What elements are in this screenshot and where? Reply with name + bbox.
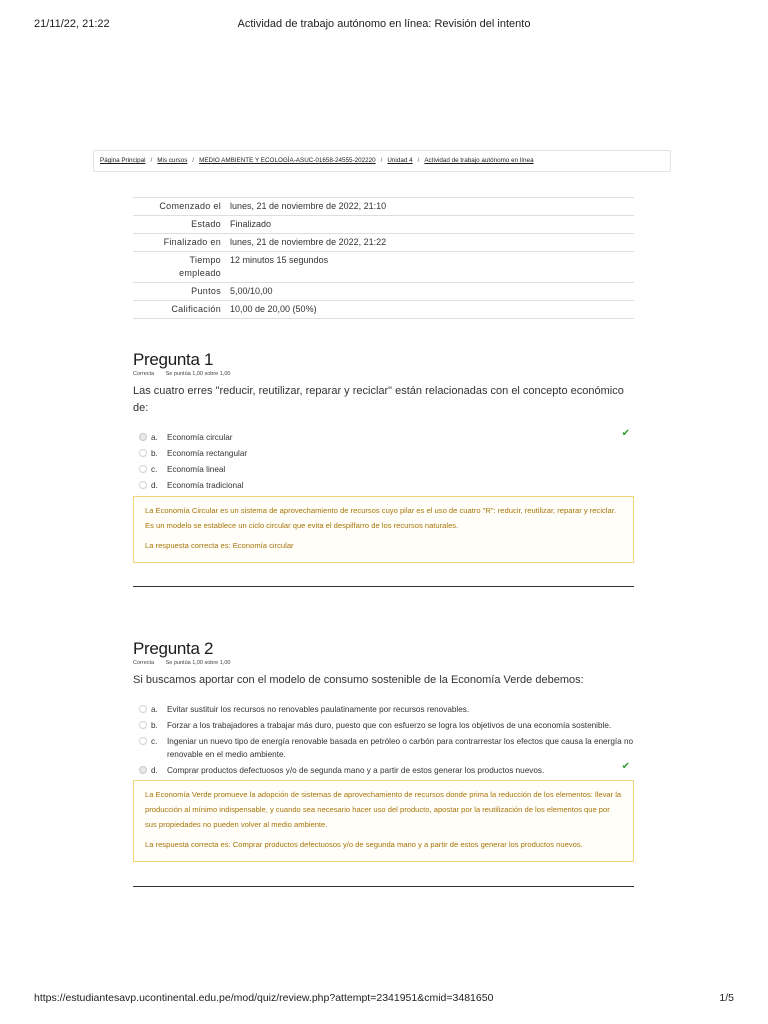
breadcrumb-activity[interactable]: Actividad de trabajo autónomo en línea	[424, 157, 534, 164]
answer-letter: a.	[151, 705, 158, 714]
answer-option-b[interactable]	[133, 447, 634, 460]
answer-text: Comprar productos defectuosos y/o de segunda mano y a partir de estos generar los productos nuevos.	[167, 766, 545, 775]
correct-answer-text: La respuesta correcta es: Comprar productos defectuosos y/o de segunda mano y a partir de estos generar los productos nuevos.	[145, 840, 583, 849]
answer-text: Economía circular	[167, 433, 233, 442]
summary-value: lunes, 21 de noviembre de 2022, 21:10	[226, 198, 634, 216]
answer-option-c[interactable]	[133, 735, 634, 761]
question-1	[133, 350, 634, 587]
print-date: 21/11/22, 21:22	[34, 18, 110, 30]
summary-value: Finalizado	[226, 216, 634, 234]
question-meta	[133, 660, 634, 666]
question-text: Las cuatro erres "reducir, reutilizar, reparar y reciclar" están relacionadas con el concepto económico de:	[133, 385, 624, 414]
answer-radio[interactable]	[139, 449, 147, 457]
answer-radio[interactable]	[139, 721, 147, 729]
breadcrumb-separator: /	[380, 157, 383, 164]
attempt-summary-table	[133, 197, 634, 319]
feedback-box	[133, 780, 634, 862]
summary-row	[133, 301, 634, 319]
question-meta	[133, 371, 634, 377]
answer-list	[133, 428, 634, 492]
answer-option-b[interactable]	[133, 719, 634, 732]
summary-label: Puntos	[133, 283, 226, 301]
check-icon: ✔	[621, 428, 630, 439]
question-score: Se puntúa 1,00 sobre 1,00	[165, 371, 231, 377]
answer-letter: b.	[151, 449, 158, 458]
answer-letter: d.	[151, 766, 158, 775]
breadcrumb-separator: /	[150, 157, 153, 164]
question-status: Correcta	[133, 371, 155, 377]
summary-label: Comenzado el	[133, 198, 226, 216]
question-status: Correcta	[133, 660, 155, 666]
check-icon: ✔	[621, 761, 630, 772]
summary-row	[133, 252, 634, 283]
summary-value: 12 minutos 15 segundos	[226, 252, 634, 283]
answer-text: Ingeniar un nuevo tipo de energía renovable basada en petróleo o carbón para contrarrestar los efectos que causa la energía no renovable en el medio ambiente.	[167, 737, 634, 759]
feedback-box	[133, 496, 634, 563]
answer-letter: a.	[151, 433, 158, 442]
summary-label: Tiempo empleado	[133, 252, 226, 283]
summary-row	[133, 234, 634, 252]
question-score: Se puntúa 1,00 sobre 1,00	[165, 660, 231, 666]
answer-radio[interactable]	[139, 737, 147, 745]
answer-list	[133, 703, 634, 777]
breadcrumb-my-courses[interactable]: Mis cursos	[157, 157, 188, 164]
question-2	[133, 639, 634, 887]
breadcrumb-separator: /	[417, 157, 420, 164]
answer-letter: d.	[151, 481, 158, 490]
question-title: Pregunta 1	[133, 350, 214, 369]
answer-text: Evitar sustituir los recursos no renovables paulatinamente por recursos renovables.	[167, 705, 470, 714]
answer-text: Economía tradicional	[167, 481, 244, 490]
answer-text: Economía rectangular	[167, 449, 248, 458]
answer-radio[interactable]	[139, 465, 147, 473]
summary-value: lunes, 21 de noviembre de 2022, 21:22	[226, 234, 634, 252]
summary-value: 5,00/10,00	[226, 283, 634, 301]
question-text: Si buscamos aportar con el modelo de consumo sostenible de la Economía Verde debemos:	[133, 674, 584, 686]
answer-option-c[interactable]	[133, 463, 634, 476]
answer-option-d[interactable]	[133, 479, 634, 492]
summary-row	[133, 283, 634, 301]
summary-label: Estado	[133, 216, 226, 234]
answer-letter: c.	[151, 737, 158, 746]
feedback-text: La Economía Circular es un sistema de aprovechamiento de recursos cuyo pilar es el uso de cuatro "R": reducir, reutilizar, reparar y reciclar. Es un modelo se establece un ciclo circular que evita el despilfarro de los recursos naturales.	[145, 506, 616, 530]
breadcrumb-course[interactable]: MEDIO AMBIENTE Y ECOLOGÍA-ASUC-01658-24555-202220	[199, 157, 376, 164]
breadcrumb-unit[interactable]: Unidad 4	[387, 157, 413, 164]
question-divider	[133, 586, 634, 587]
feedback-text: La Economía Verde promueve la adopción de sistemas de aprovechamiento de recursos donde prima la reducción de los elementos: llevar la producción al mínimo indispensable, y cuando sea necesario hacer uso del producto, apostar por la reutilización de los elementos que por sus propiedades no pueden volver al medio ambiente.	[145, 790, 622, 829]
summary-value: 10,00 de 20,00 (50%)	[226, 301, 634, 319]
answer-radio[interactable]	[139, 705, 147, 713]
answer-option-a[interactable]	[133, 428, 634, 444]
answer-radio[interactable]	[139, 481, 147, 489]
question-divider	[133, 886, 634, 887]
answer-option-a[interactable]	[133, 703, 634, 716]
breadcrumb-home[interactable]: Página Principal	[100, 157, 146, 164]
summary-label: Calificación	[133, 301, 226, 319]
breadcrumb	[93, 150, 671, 172]
print-title: Actividad de trabajo autónomo en línea: Revisión del intento	[237, 18, 531, 30]
answer-radio[interactable]	[139, 433, 147, 441]
answer-text: Forzar a los trabajadores a trabajar más duro, puesto que con esfuerzo se logra los objetivos de una economía sostenible.	[167, 721, 612, 730]
answer-letter: b.	[151, 721, 158, 730]
print-url: https://estudiantesavp.ucontinental.edu.pe/mod/quiz/review.php?attempt=2341951&cmid=3481650	[34, 992, 494, 1004]
question-title: Pregunta 2	[133, 639, 214, 658]
breadcrumb-separator: /	[192, 157, 195, 164]
answer-text: Economía lineal	[167, 465, 226, 474]
page-number: 1/5	[719, 992, 734, 1004]
answer-letter: c.	[151, 465, 158, 474]
answer-option-d[interactable]	[133, 761, 634, 777]
summary-label: Finalizado en	[133, 234, 226, 252]
correct-answer-text: La respuesta correcta es: Economía circular	[145, 541, 294, 550]
answer-radio[interactable]	[139, 766, 147, 774]
summary-row	[133, 198, 634, 216]
summary-row	[133, 216, 634, 234]
